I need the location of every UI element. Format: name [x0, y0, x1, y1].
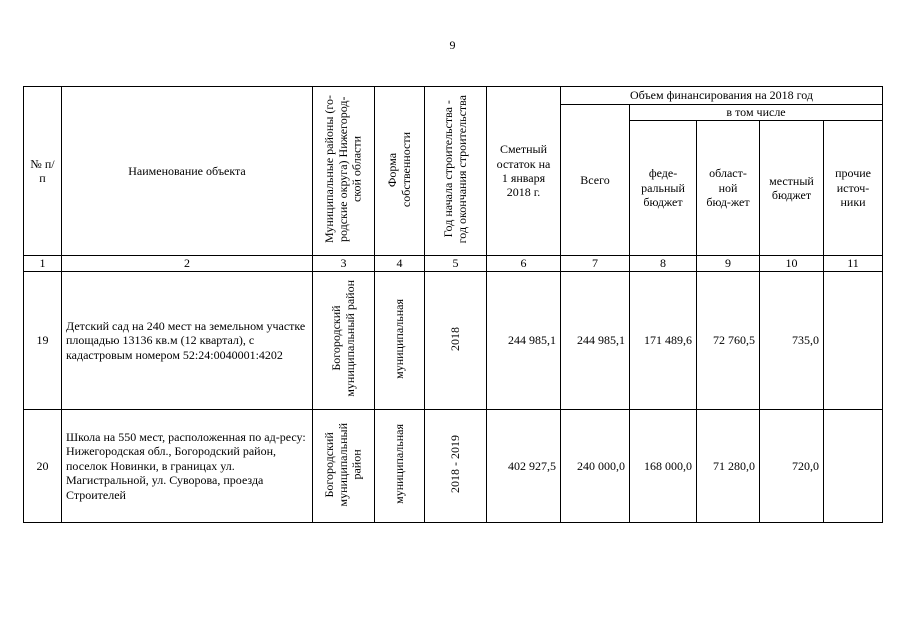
- header-ownership: [375, 87, 425, 256]
- district: [313, 272, 375, 410]
- other-value: [824, 410, 883, 523]
- years: [425, 272, 487, 410]
- column-number: 3: [313, 256, 375, 272]
- header-funding-title: Объем финансирования на 2018 год: [561, 87, 883, 105]
- header-total: Всего: [561, 105, 630, 256]
- header-other: прочие источ-ники: [824, 121, 883, 256]
- district-line: муниципальный район: [342, 280, 357, 398]
- column-number: 5: [425, 256, 487, 272]
- header-row-1: [24, 87, 883, 105]
- header-district-line-3: ской области: [349, 136, 364, 203]
- column-number: 6: [487, 256, 561, 272]
- local-value: 720,0: [760, 410, 824, 523]
- object-name: Школа на 550 мест, расположенная по ад-ресу: Нижегородская обл., Богородский район, поселок Новинки, в границах ул. Магистральной, ул. Суворова, проезда Строителей: [62, 410, 313, 523]
- header-years-line-1: Год начала строительства -: [440, 100, 455, 238]
- header-years: [425, 87, 487, 256]
- district-line: Богородский: [328, 306, 343, 372]
- row-number: 20: [24, 410, 62, 523]
- header-local: местный бюджет: [760, 121, 824, 256]
- object-name: Детский сад на 240 мест на земельном участке площадью 13136 кв.м (12 квартал), с кадастровым номером 52:24:0040001:4202: [62, 272, 313, 410]
- ownership-text: муниципальная: [391, 424, 406, 505]
- header-regional: област-ной бюд-жет: [697, 121, 760, 256]
- federal-value: 171 489,6: [630, 272, 697, 410]
- district-line: район: [349, 449, 364, 480]
- table-row: [24, 410, 883, 523]
- header-ownership-line-2: собственности: [398, 131, 413, 207]
- ownership-text: муниципальная: [391, 298, 406, 379]
- years: [425, 410, 487, 523]
- district-line: муниципальный: [335, 422, 350, 507]
- local-value: 735,0: [760, 272, 824, 410]
- row-number: 19: [24, 272, 62, 410]
- column-number: 1: [24, 256, 62, 272]
- column-number: 2: [62, 256, 313, 272]
- column-number: 10: [760, 256, 824, 272]
- district: [313, 410, 375, 523]
- header-district: [313, 87, 375, 256]
- column-number: 8: [630, 256, 697, 272]
- column-number: 4: [375, 256, 425, 272]
- column-number: 9: [697, 256, 760, 272]
- district-line: Богородский: [321, 431, 336, 497]
- funding-table: [23, 86, 883, 523]
- header-district-line-2: родские округа) Нижегород-: [335, 96, 350, 243]
- years-text: 2018: [447, 326, 462, 351]
- ownership: [375, 410, 425, 523]
- header-district-line-1: Муниципальные районы (го-: [321, 95, 336, 244]
- table-row: [24, 272, 883, 410]
- header-years-line-2: год окончания строительства: [454, 95, 469, 244]
- regional-value: 71 280,0: [697, 410, 760, 523]
- header-ownership-line-1: Форма: [384, 152, 399, 187]
- header-number: № п/п: [24, 87, 62, 256]
- total-value: 240 000,0: [561, 410, 630, 523]
- regional-value: 72 760,5: [697, 272, 760, 410]
- page-number: 9: [449, 38, 456, 52]
- other-value: [824, 272, 883, 410]
- estimate-value: 244 985,1: [487, 272, 561, 410]
- federal-value: 168 000,0: [630, 410, 697, 523]
- header-including: в том числе: [630, 105, 883, 121]
- header-estimate: Сметный остаток на 1 января 2018 г.: [487, 87, 561, 256]
- column-number: 7: [561, 256, 630, 272]
- header-federal: феде-ральный бюджет: [630, 121, 697, 256]
- years-text: 2018 - 2019: [447, 435, 462, 494]
- estimate-value: 402 927,5: [487, 410, 561, 523]
- ownership: [375, 272, 425, 410]
- column-number: 11: [824, 256, 883, 272]
- header-object-name: Наименование объекта: [62, 87, 313, 256]
- total-value: 244 985,1: [561, 272, 630, 410]
- column-numbers-row: [24, 256, 883, 272]
